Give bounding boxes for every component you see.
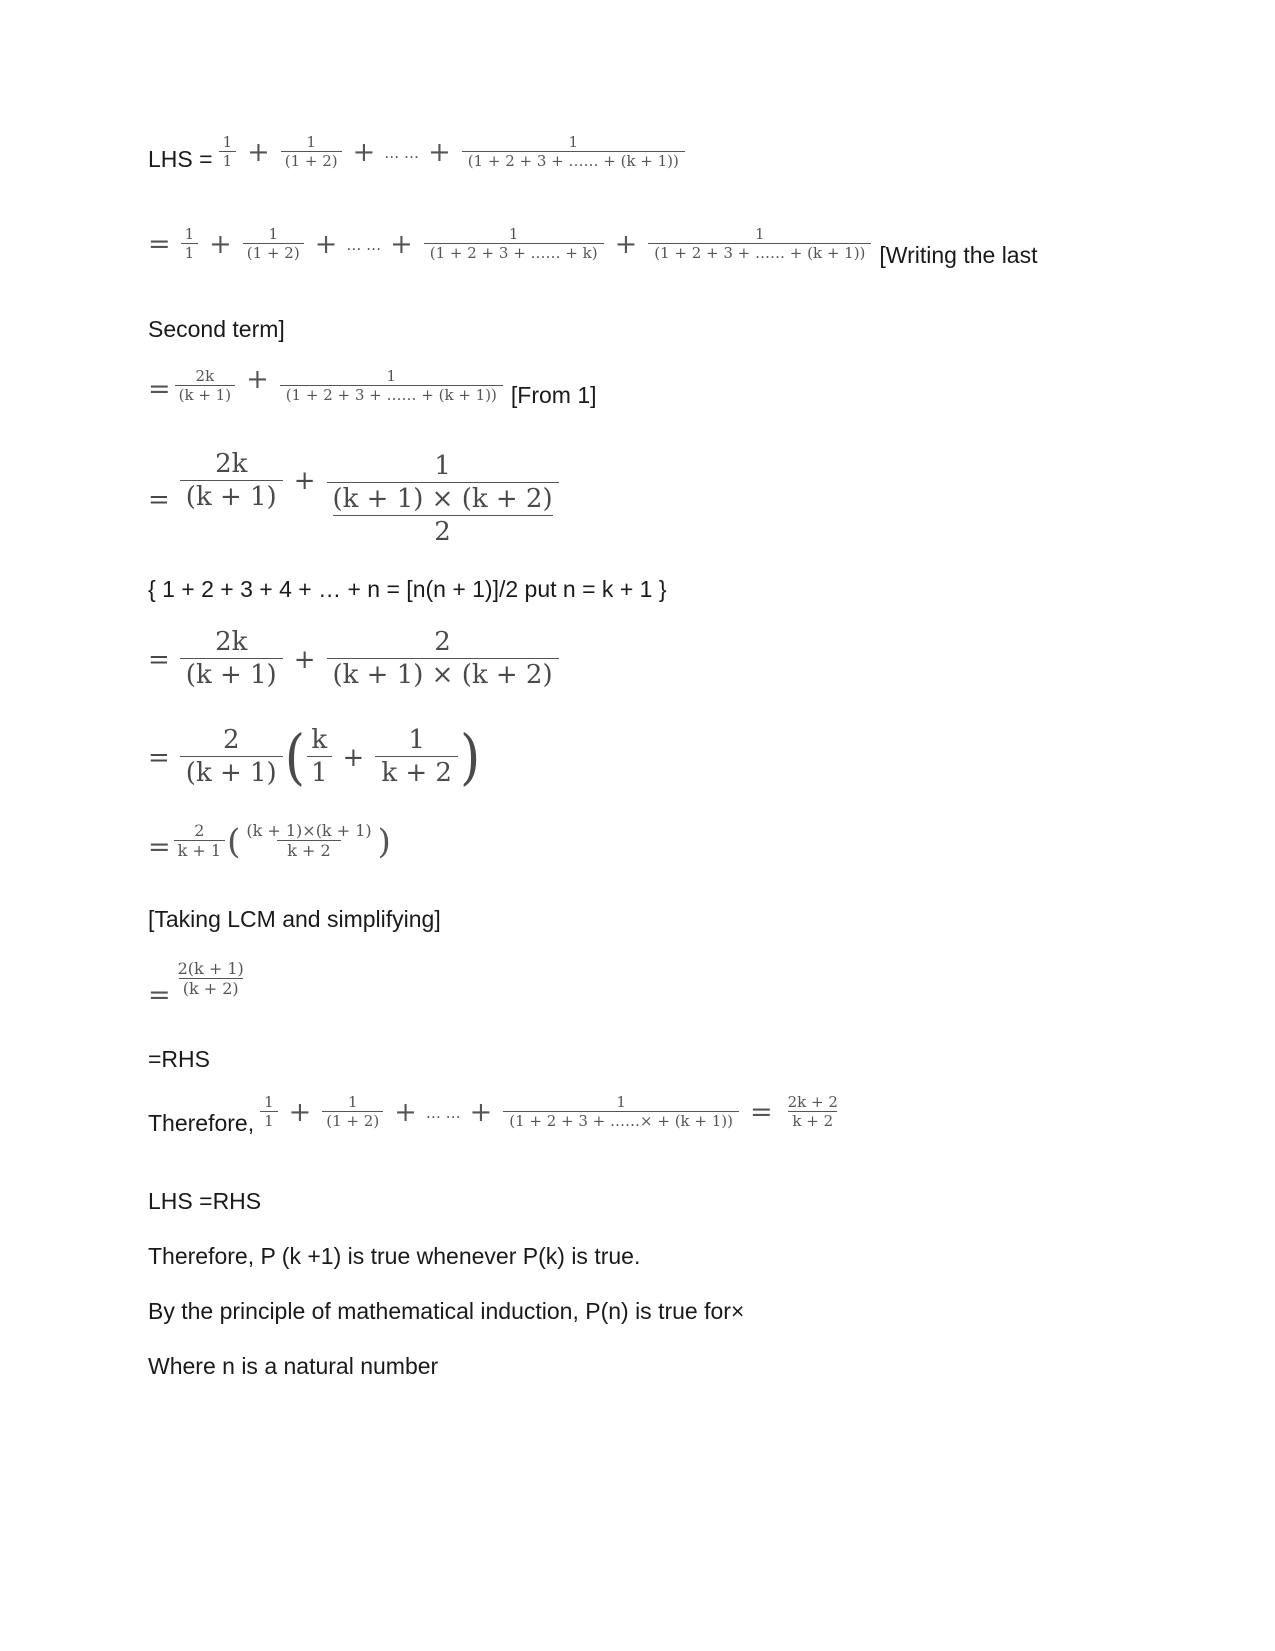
fraction: $\frac{2k + 2}{k + 2}$	[787, 1093, 838, 1131]
equals-rhs: =RHS	[148, 1046, 210, 1072]
lcm-step: = $\frac{2}{k + 1}$ ( $\frac{(k + 1)\times(k + 1)}{k + 2}$ )	[148, 821, 391, 864]
lhs-equals-rhs: LHS =RHS	[148, 1188, 262, 1214]
taking-lcm-note: [Taking LCM and simplifying]	[148, 906, 441, 932]
from1-expression	[148, 364, 597, 408]
fraction: $\frac{1}{1}$	[219, 134, 237, 171]
fraction: $\frac{2k}{(k + 1)}$	[180, 450, 283, 513]
expanded-series	[148, 225, 1038, 268]
result-fraction: = $\frac{2(k + 1)}{(k + 2)}$	[148, 960, 250, 999]
therefore-expression	[148, 1093, 844, 1136]
induction-principle-statement: By the principle of mathematical induction, P(n) is true for×	[148, 1298, 745, 1324]
expanded-series-math: = $\frac{1}{1}$ + $\frac{1}{(1 + 2)}$ + … … + $\frac{1}{(1 + 2 + 3 + \dots\dots + k)}$ + $\frac{1}{(1 + 2 + 3 + \dots\dots + (k + 1))}$	[148, 226, 873, 263]
therefore-series: $\frac{1}{1}$ + $\frac{1}{(1 + 2)}$ + … … + $\frac{1}{(1 + 2 + 3 + \dots\dots\times + (k + 1))}$ = $\frac{2k + 2}{k + 2}$	[258, 1094, 844, 1131]
second-term-note: Second term]	[148, 316, 285, 342]
lhs-series: $\frac{1}{1}$ + $\frac{1}{(1 + 2)}$ + … … + $\frac{1}{(1 + 2 + 3 + \dots\dots + (k + 1))}$	[217, 134, 687, 171]
from1-math: = $\frac{2k}{(k + 1)}$ + $\frac{1}{(1 + 2 + 3 + \dots\dots + (k + 1))}$	[148, 368, 505, 405]
fraction: 1 (k + 1) × (k + 2) 2	[327, 452, 559, 549]
fraction: $\frac{1}{(1 + 2)}$	[243, 226, 304, 263]
lhs-label: LHS =	[148, 146, 213, 172]
fraction: $\frac{1}{(1 + 2 + 3 + \dots\dots + (k + 1))}$	[462, 134, 685, 171]
fraction: $\frac{2k}{(k + 1)}$	[175, 368, 235, 405]
lhs-expression	[148, 133, 687, 172]
fraction: $\frac{1}{(1 + 2)}$	[281, 134, 342, 171]
therefore-label: Therefore,	[148, 1110, 255, 1136]
fraction: $\frac{1}{(1 + 2)}$	[322, 1094, 383, 1131]
therefore-pk-statement: Therefore, P (k +1) is true whenever P(k) is true.	[148, 1243, 641, 1269]
fraction: $\frac{2}{(k + 1)}$	[180, 726, 283, 789]
fraction: $\frac{1}{1}$	[260, 1094, 278, 1131]
fraction: $\frac{2}{(k + 1) \times (k + 2)}$	[327, 628, 559, 691]
from1-note: [From 1]	[510, 382, 597, 408]
fraction: $\frac{2k}{(k + 1)}$	[180, 628, 283, 691]
fraction: $\frac{1}{k + 2}$	[375, 726, 458, 789]
writing-note: [Writing the last	[879, 242, 1038, 268]
fraction: $\frac{2(k + 1)}{(k + 2)}$	[177, 959, 244, 999]
sum-formula-note: { 1 + 2 + 3 + 4 + … + n = [n(n + 1)]/2 put n = k + 1 }	[148, 576, 667, 602]
fraction: $\frac{k}{1}$	[307, 726, 332, 789]
fraction: $\frac{1}{1}$	[181, 226, 199, 263]
fraction: $\frac{1}{(1 + 2 + 3 + \dots\dots + (k + 1))}$	[280, 368, 503, 405]
natural-number-statement: Where n is a natural number	[148, 1353, 439, 1379]
simplified-step: = $\frac{2k}{(k + 1)}$ + $\frac{2}{(k + 1) \times (k + 2)}$	[148, 628, 561, 691]
fraction: $\frac{1}{(1 + 2 + 3 + \dots\dots + k)}$	[424, 226, 604, 263]
fraction: $\frac{1}{(1 + 2 + 3 + \dots\dots + (k + 1))}$	[648, 226, 871, 263]
fraction: $\frac{2}{k + 1}$	[174, 822, 225, 861]
nested-fraction-step: = $\frac{2k}{(k + 1)}$ + 1 (k + 1) × (k + 2) 2	[148, 452, 561, 549]
fraction: $\frac{(k + 1)\times(k + 1)}{k + 2}$	[246, 821, 372, 861]
factored-step: = $\frac{2}{(k + 1)}$ ( $\frac{k}{1}$ + $\frac{1}{k + 2}$ )	[148, 723, 481, 793]
fraction: $\frac{1}{(1 + 2 + 3 + \dots\dots\times + (k + 1))}$	[503, 1094, 739, 1131]
